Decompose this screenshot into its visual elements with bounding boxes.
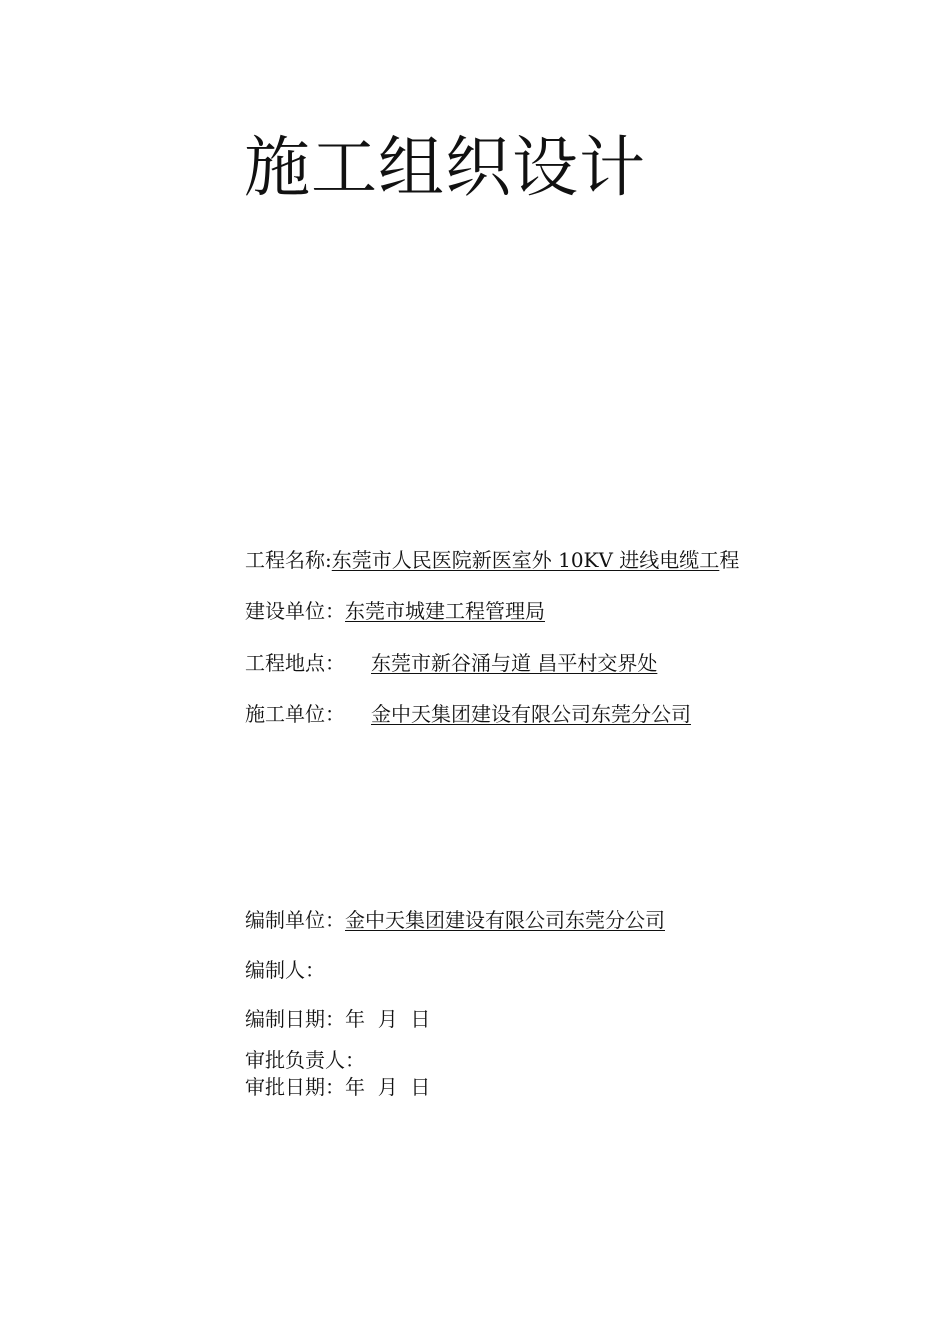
contractor-value: 金中天集团建设有限公司东莞分公司	[371, 702, 691, 726]
compile-unit-field	[245, 907, 665, 933]
approve-date-value: 年 月 日	[345, 1075, 431, 1099]
project-name-tail: 程	[719, 548, 740, 572]
project-name-label: 工程名称:	[245, 548, 332, 572]
compile-unit-value: 金中天集团建设有限公司东莞分公司	[345, 908, 665, 932]
builder-value: 东莞市城建工程管理局	[345, 599, 545, 623]
document-title: 施工组织设计	[244, 129, 646, 206]
project-name-value: 东莞市人民医院新医室外 10KV 进线电缆工	[331, 548, 720, 572]
contractor-label: 施工单位：	[245, 702, 345, 726]
approver-field	[245, 1047, 365, 1073]
site-value: 东莞市新谷涌与道 昌平村交界处	[371, 651, 658, 675]
builder-label: 建设单位：	[245, 599, 345, 623]
compiler-field	[245, 957, 325, 983]
approve-date-field	[245, 1074, 430, 1100]
compile-unit-label: 编制单位：	[245, 908, 345, 932]
site-field	[245, 650, 657, 676]
contractor-field	[245, 701, 691, 727]
approve-date-label: 审批日期：	[245, 1075, 345, 1099]
builder-field	[245, 598, 545, 624]
compiler-label: 编制人：	[245, 958, 325, 982]
compile-date-field	[245, 1006, 430, 1032]
compile-date-value: 年 月 日	[345, 1007, 431, 1031]
compile-date-label: 编制日期：	[245, 1007, 345, 1031]
site-label: 工程地点：	[245, 651, 345, 675]
project-name-field	[245, 547, 739, 573]
approver-label: 审批负责人：	[245, 1048, 365, 1072]
